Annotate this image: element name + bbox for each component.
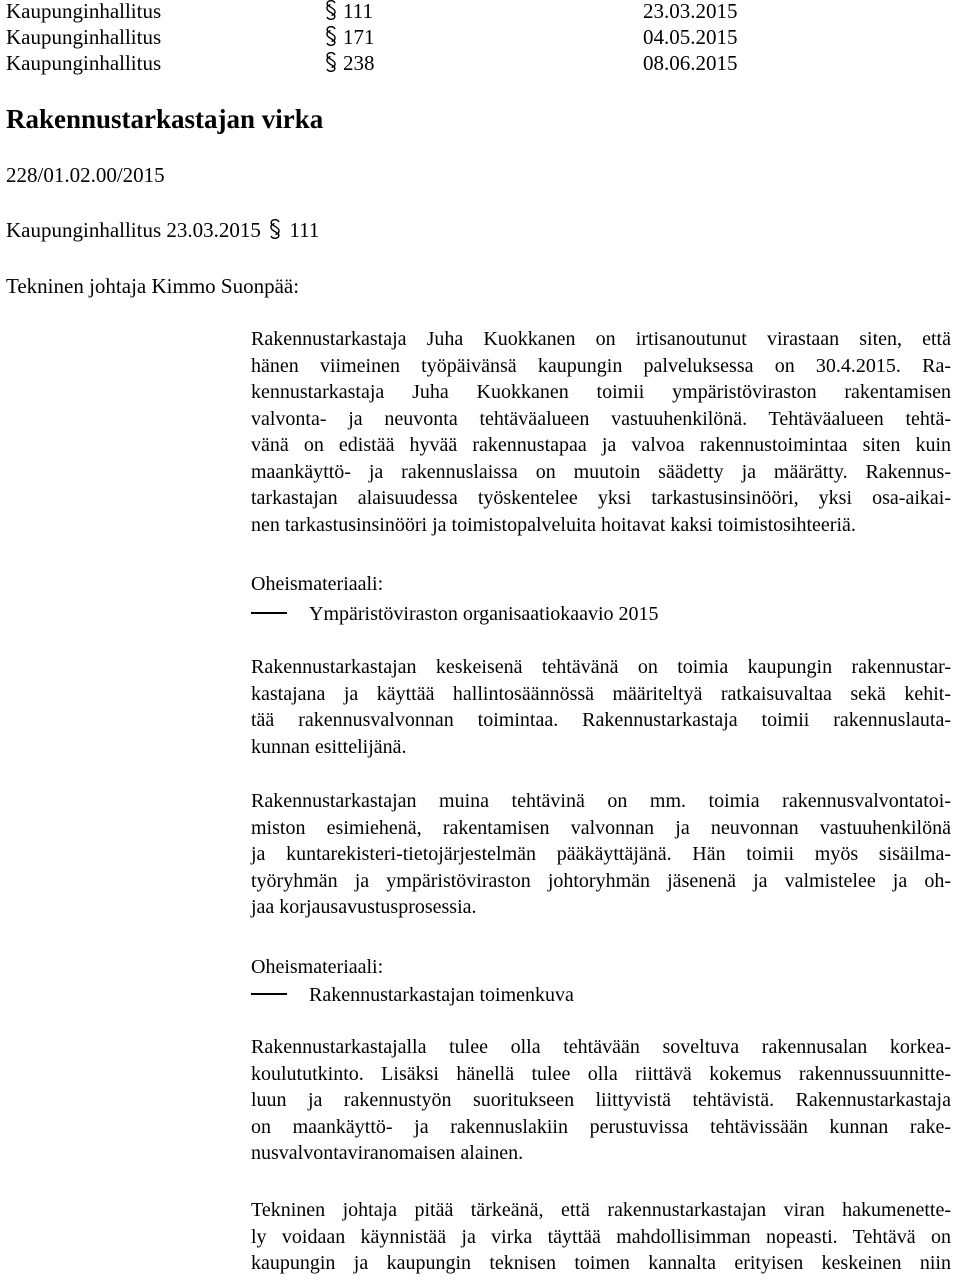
text-line: Rakennustarkastajan keskeisenä tehtävänä on toimia kaupungin rakennustar- bbox=[251, 656, 951, 678]
text-line: Rakennustarkastaja Juha Kuokkanen on irtisanoutunut virastaan siten, että bbox=[251, 328, 951, 350]
attachment-label: Oheismateriaali: bbox=[251, 573, 384, 595]
page-title: Rakennustarkastajan virka bbox=[6, 104, 324, 134]
text-line: kaupungin ja kaupungin teknisen toimen kannalta erityisen keskeinen niin bbox=[251, 1252, 951, 1274]
header-row-body: Kaupunginhallitus bbox=[6, 0, 162, 23]
header-row-date: 08.06.2015 bbox=[643, 51, 738, 75]
paragraph-2 bbox=[251, 654, 951, 760]
header-row-number: 111 bbox=[343, 0, 373, 23]
text-line: työryhmän ja ympäristöviraston johtoryhmän jäsenenä ja valmistelee ja oh- bbox=[251, 869, 951, 892]
attachment-item[interactable] bbox=[251, 601, 659, 627]
dash-bullet bbox=[251, 993, 287, 995]
text-line: on maankäyttö- ja rakennuslakiin perustuvissa tehtävissään kunnan rake- bbox=[251, 1115, 951, 1138]
paragraph-3 bbox=[251, 788, 951, 921]
text-line: ja kuntarekisteri-tietojärjestelmän pääkäyttäjänä. Hän toimii myös sisäilma- bbox=[251, 843, 951, 865]
section-sign-icon bbox=[322, 24, 340, 50]
header-row-number: 238 bbox=[343, 51, 375, 75]
text-line: miston esimiehenä, rakentamisen valvonnan ja neuvonnan vastuuhenkilönä bbox=[251, 816, 951, 839]
text-line: hänen viimeinen työpäivänsä kaupungin palveluksessa on 30.4.2015. Ra- bbox=[251, 354, 951, 377]
meeting-reference bbox=[6, 217, 319, 243]
text-line: tää rakennusvalvonnan toimintaa. Rakennustarkastaja toimii rakennuslauta- bbox=[251, 709, 951, 731]
meeting-reference-number: 111 bbox=[289, 218, 320, 242]
paragraph-1 bbox=[251, 326, 951, 538]
header-row-number: 171 bbox=[343, 25, 375, 49]
header-row-body: Kaupunginhallitus bbox=[6, 51, 162, 75]
text-line: luun ja rakennustyön suoritukseen liittyvistä tehtävistä. Rakennustarkastaja bbox=[251, 1089, 951, 1111]
text-line: nusvalvontaviranomaisen alainen. bbox=[251, 1142, 524, 1164]
header-row-date: 04.05.2015 bbox=[643, 25, 738, 49]
section-sign-icon bbox=[322, 50, 340, 76]
text-line: ly voidaan käynnistää ja virka täyttää mahdollisimman nopeasti. Tehtävä on bbox=[251, 1225, 951, 1248]
text-line: Rakennustarkastajalla tulee olla tehtävään soveltuva rakennusalan korkea- bbox=[251, 1036, 951, 1058]
text-line: koulututkinto. Lisäksi hänellä tulee olla riittävä kokemus rakennussuunnitte- bbox=[251, 1062, 951, 1085]
text-line: kennustarkastaja Juha Kuokkanen toimii ympäristöviraston rakentamisen bbox=[251, 381, 951, 403]
text-line: kunnan esittelijänä. bbox=[251, 735, 407, 758]
attachment-item-label: Ympäristöviraston organisaatiokaavio 2015 bbox=[309, 603, 659, 625]
attachment-item[interactable] bbox=[251, 982, 574, 1008]
text-line: Rakennustarkastajan muina tehtävinä on mm. toimia rakennusvalvontatoi- bbox=[251, 790, 951, 812]
header-row-date: 23.03.2015 bbox=[643, 0, 738, 23]
text-line: nen tarkastusinsinööri ja toimistopalveluita hoitavat kaksi toimistosihteeriä. bbox=[251, 513, 856, 536]
text-line: kastajana ja käyttää hallintosäännössä määriteltyä ratkaisuvaltaa sekä kehit- bbox=[251, 682, 951, 705]
paragraph-5 bbox=[251, 1197, 951, 1277]
text-line: tarkastajan alaisuudessa työskentelee yksi tarkastusinsinööri, yksi osa-aikai- bbox=[251, 487, 951, 509]
text-line: jaa korjausavustusprosessia. bbox=[251, 896, 477, 918]
text-line: valvonta- ja neuvonta tehtäväalueen vastuuhenkilönä. Tehtäväalueen tehtä- bbox=[251, 407, 951, 430]
section-sign-icon bbox=[322, 0, 340, 24]
meeting-reference-text: Kaupunginhallitus 23.03.2015 bbox=[6, 218, 261, 242]
attachment-label: Oheismateriaali: bbox=[251, 956, 384, 978]
header-row-body: Kaupunginhallitus bbox=[6, 25, 162, 49]
text-line: Tekninen johtaja pitää tärkeänä, että rakennustarkastajan viran hakumenette- bbox=[251, 1199, 951, 1221]
section-sign-icon bbox=[266, 218, 284, 240]
attachment-item-label: Rakennustarkastajan toimenkuva bbox=[309, 984, 574, 1006]
dash-bullet bbox=[251, 612, 287, 614]
text-line: vänä on edistää hyvää rakennustapaa ja valvoa rakennustoimintaa siten kuin bbox=[251, 434, 951, 456]
text-line: maankäyttö- ja rakennuslaissa on muutoin säädetty ja määrätty. Rakennus- bbox=[251, 460, 951, 483]
presenter: Tekninen johtaja Kimmo Suonpää: bbox=[6, 274, 300, 298]
diary-number: 228/01.02.00/2015 bbox=[6, 163, 165, 187]
paragraph-4 bbox=[251, 1034, 951, 1167]
